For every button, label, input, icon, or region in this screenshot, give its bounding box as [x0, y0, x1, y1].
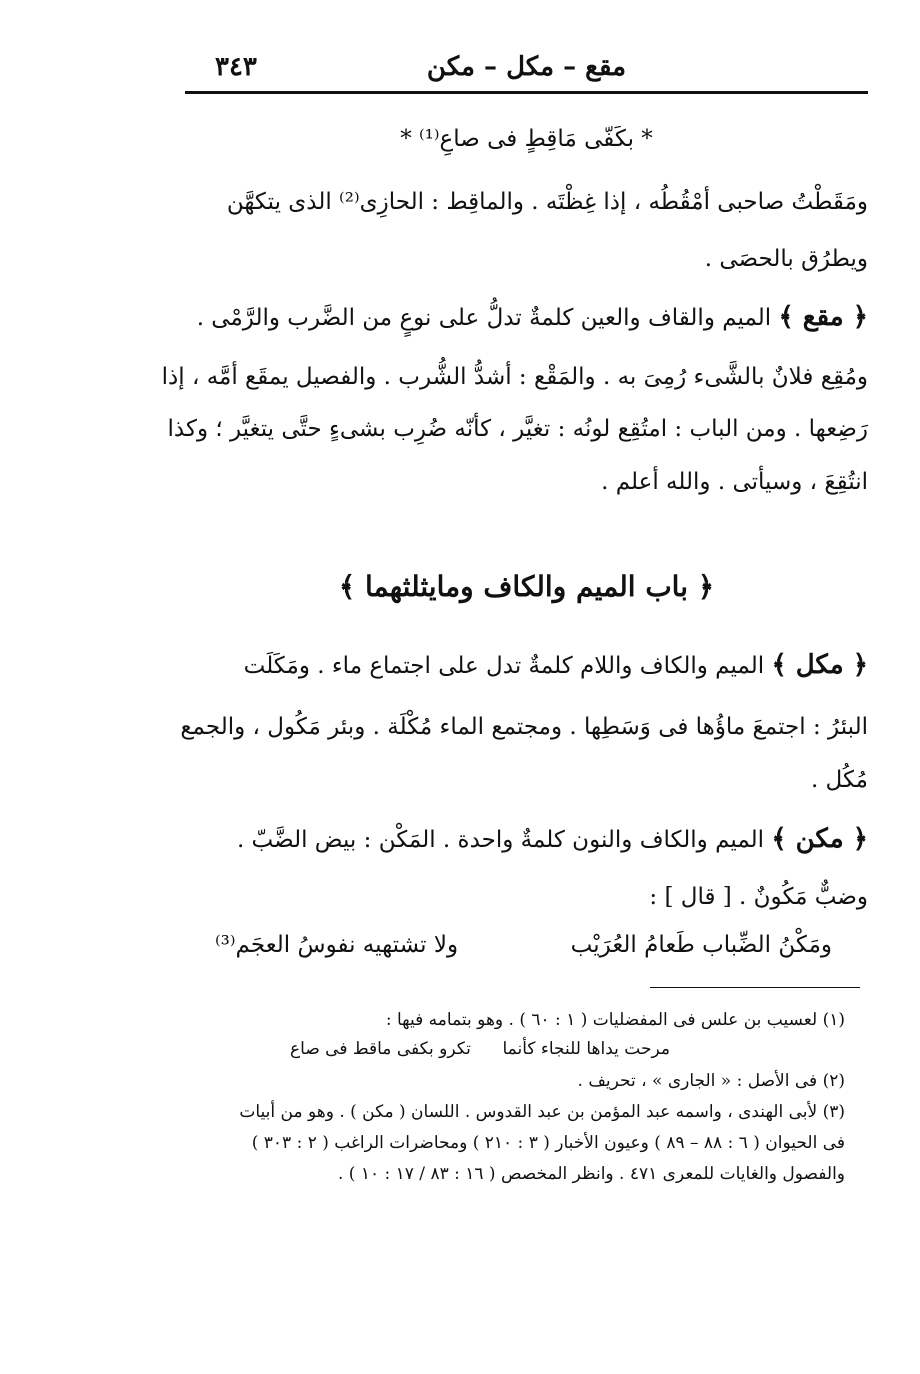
footnote-3-cont: فى الحيوان ( ٦ : ٨٨ – ٨٩ ) وعيون الأخبار ( ٣ : ٢١٠ ) ومحاضرات الراغب ( ٢ : ٣٠٣ )	[251, 1133, 845, 1153]
entry-heading-makl: ﴿ مكل ﴾	[771, 650, 868, 680]
footnote-2: (٢) فى الأصل : « الجارى » ، تحريف .	[577, 1071, 845, 1091]
body-line: انتُقِعَ ، وسيأتى . والله أعلم .	[601, 469, 868, 495]
body-line: ويطرُق بالحصَى .	[704, 246, 868, 272]
header-title: مقع – مكل – مكن	[426, 52, 627, 82]
body-text: الميم والقاف والعين كلمةٌ تدلُّ على نوعٍ من الضَّرب والرَّمْى .	[196, 305, 772, 331]
footnote-3: (٣) لأبى الهندى ، واسمه عبد المؤمن بن عبد القدوس . اللسان ( مكن ) . وهو من أبيات	[239, 1102, 845, 1122]
verse-hemistich-right: ومَكْنُ الضِّباب طَعامُ العُرَيْب	[570, 932, 832, 958]
body-line: البئرُ : اجتمعَ ماؤُها فى وَسَطِها . ومجتمع الماء مُكْلَة . وبئر مَكُول ، والجمع	[180, 714, 868, 740]
body-line: ومَقَطْتُ صاحبى أمْقُطُه ، إذا غِظْتَه . والماقِط : الحازِى⁽²⁾ الذى يتكهَّن	[226, 189, 868, 215]
footnote-rule	[650, 987, 860, 988]
body-line: رَضِعها . ومن الباب : امتُقِع لونُه : تغيَّر ، كأنّه ضُرِب بشىءٍ حتَّى يتغيَّر ؛ وكذا	[167, 416, 868, 442]
footnote-3-cont: والفصول والغايات للمعرى ٤٧١ . وانظر المخصص ( ١٦ : ٨٣ / ١٧ : ١٠ ) .	[337, 1164, 845, 1184]
footnote-verse-left: تكرو بكفى ماقط فى صاع	[290, 1039, 471, 1059]
entry-paragraph	[185, 300, 868, 335]
body-text: الميم والكاف والنون كلمةٌ واحدة . المَكْن : بيض الضَّبّ .	[236, 827, 765, 853]
footnote-1: (١) لعسيب بن علس فى المفضليات ( ١ : ٦٠ ) . وهو بتمامه فيها :	[385, 1010, 845, 1030]
section-title: ﴿ باب الميم والكاف ومايثلثهما ﴾	[338, 570, 715, 603]
body-line: وضبٌّ مَكُونٌ . [ قال ] :	[649, 884, 868, 910]
entry-paragraph	[185, 648, 868, 683]
page-number: ٣٤٣	[215, 52, 257, 82]
body-text: الميم والكاف واللام كلمةٌ تدل على اجتماع ماء . ومَكَلَت	[243, 653, 765, 679]
entry-paragraph	[185, 822, 868, 857]
verse-line: * بكَفّى مَاقِطٍ فى صاعِ⁽¹⁾ *	[400, 126, 653, 152]
footnote-verse-right: مرحت يداها للنجاء كأنما	[502, 1039, 670, 1059]
running-header	[185, 48, 868, 92]
entry-heading-makn: ﴿ مكن ﴾	[771, 824, 868, 854]
header-rule	[185, 91, 868, 94]
verse-hemistich-left: ولا تشتهيه نفوسُ العجَم⁽³⁾	[215, 932, 459, 958]
body-line: مُكُل .	[810, 767, 868, 793]
entry-heading-muq: ﴿ مقع ﴾	[778, 302, 868, 332]
body-line: ومُقِع فلانٌ بالشَّىء رُمِىَ به . والمَقْع : أشدُّ الشُّرب . والفصيل يمقَع أمَّه ، إذا	[161, 364, 868, 390]
